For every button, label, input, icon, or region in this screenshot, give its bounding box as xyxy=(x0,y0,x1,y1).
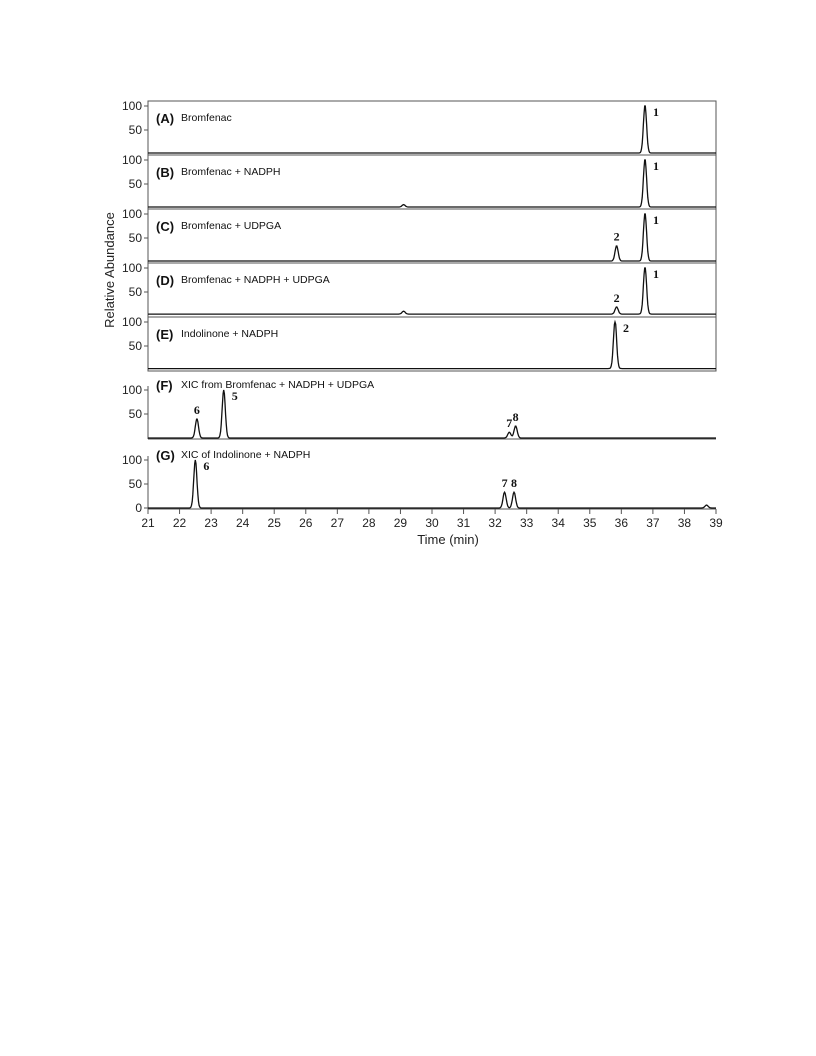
panel-d xyxy=(122,261,716,317)
peak-label: 2 xyxy=(613,229,620,244)
x-tick-label: 29 xyxy=(393,516,408,530)
x-tick-label: 21 xyxy=(141,516,155,530)
y-tick-label: 50 xyxy=(128,177,142,191)
peak-label: 1 xyxy=(653,267,659,281)
peak-label: 6 xyxy=(193,402,200,417)
panel-a xyxy=(122,99,716,155)
y-tick-label: 100 xyxy=(121,99,142,113)
x-axis xyxy=(141,509,723,530)
y-tick-label: 50 xyxy=(128,407,142,421)
peak-label: 7 xyxy=(506,416,513,431)
panel-name: XIC of Indolinone + NADPH xyxy=(181,449,311,461)
y-tick-label: 50 xyxy=(128,339,142,353)
y-tick-label: 50 xyxy=(128,477,142,491)
x-tick-label: 35 xyxy=(583,516,597,530)
peak-label: 8 xyxy=(511,476,518,491)
panel-frame xyxy=(148,155,716,209)
x-tick-label: 27 xyxy=(330,516,345,530)
panel-letter: (F) xyxy=(156,378,173,393)
peak-label: 5 xyxy=(231,389,238,403)
panel-letter: (C) xyxy=(156,219,175,234)
panel-b xyxy=(122,153,716,209)
x-tick-label: 36 xyxy=(614,516,629,530)
peak-label: 1 xyxy=(653,159,659,173)
peak-label: 8 xyxy=(512,410,519,424)
x-tick-label: 30 xyxy=(425,516,439,530)
x-tick-label: 24 xyxy=(235,516,250,530)
peak-label: 2 xyxy=(623,321,630,335)
y-tick-label: 100 xyxy=(121,383,142,397)
panel-letter: (D) xyxy=(156,273,175,288)
y-tick-label: 100 xyxy=(121,153,142,167)
panel-frame xyxy=(148,263,716,317)
y-axis-title: Relative Abundance xyxy=(102,212,117,328)
x-tick-label: 25 xyxy=(267,516,281,530)
panel-name: Bromfenac + UDPGA xyxy=(181,220,282,232)
panel-name: Bromfenac + NADPH xyxy=(181,166,281,178)
x-tick-label: 26 xyxy=(299,516,313,530)
peak-label: 1 xyxy=(653,105,659,119)
x-tick-label: 34 xyxy=(551,516,565,530)
y-tick-label: 100 xyxy=(121,315,142,329)
panel-name: Indolinone + NADPH xyxy=(181,328,279,340)
x-tick-label: 28 xyxy=(362,516,376,530)
x-tick-label: 31 xyxy=(456,516,471,530)
panel-g xyxy=(122,448,716,515)
chromatogram-trace xyxy=(148,106,716,153)
x-tick-label: 22 xyxy=(172,516,187,530)
x-tick-label: 32 xyxy=(488,516,502,530)
panel-name: Bromfenac xyxy=(181,112,232,124)
panel-frame xyxy=(148,209,716,263)
panel-name: XIC from Bromfenac + NADPH + UDPGA xyxy=(181,379,375,391)
y-tick-label: 100 xyxy=(121,453,142,467)
panel-frame xyxy=(148,101,716,155)
panel-letter: (G) xyxy=(156,448,175,463)
y-tick-label: 100 xyxy=(121,261,142,275)
x-tick-label: 23 xyxy=(204,516,218,530)
panel-e xyxy=(122,315,716,371)
x-axis-title: Time (min) xyxy=(417,532,479,547)
x-tick-label: 33 xyxy=(519,516,534,530)
panel-name: Bromfenac + NADPH + UDPGA xyxy=(181,274,330,286)
x-tick-label: 39 xyxy=(709,516,723,530)
y-tick-label: 50 xyxy=(128,123,142,137)
panel-frame xyxy=(148,317,716,371)
peak-label: 6 xyxy=(203,459,210,473)
y-tick-label: 50 xyxy=(128,231,142,245)
peak-label: 2 xyxy=(613,290,620,305)
x-tick-label: 37 xyxy=(646,516,660,530)
panel-f xyxy=(122,378,716,439)
panel-c xyxy=(122,207,716,263)
x-tick-label: 38 xyxy=(677,516,692,530)
chromatogram-trace xyxy=(148,460,716,508)
y-tick-label: 100 xyxy=(121,207,142,221)
y-tick-label: 50 xyxy=(128,285,142,299)
y-tick-label: 0 xyxy=(135,501,142,515)
panel-letter: (B) xyxy=(156,165,175,180)
panel-letter: (E) xyxy=(156,327,174,342)
panel-letter: (A) xyxy=(156,111,175,126)
peak-label: 7 xyxy=(501,476,508,491)
peak-label: 1 xyxy=(653,213,659,227)
panels-layer xyxy=(122,99,716,515)
